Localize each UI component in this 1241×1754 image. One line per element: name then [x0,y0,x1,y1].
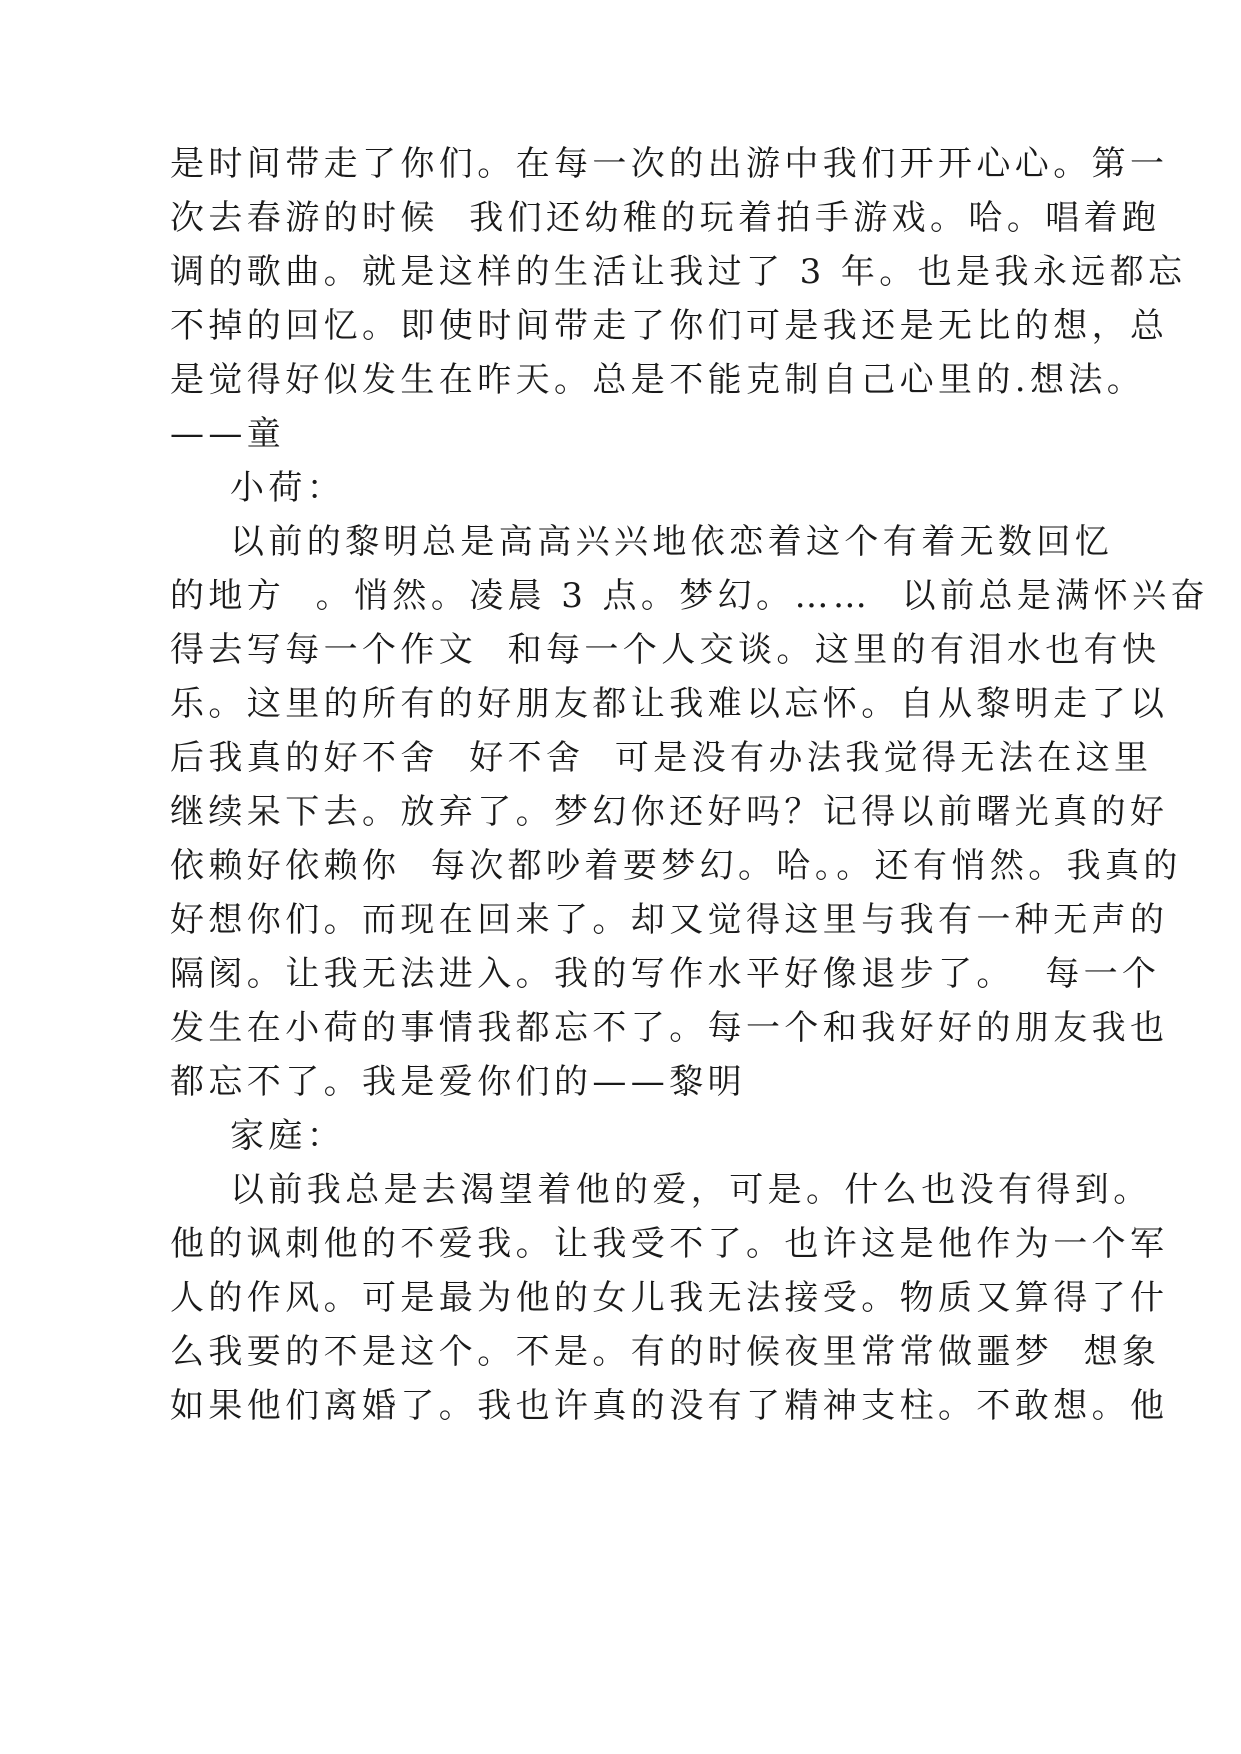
text-line-15: 好想你们。而现在回来了。却又觉得这里与我有一种无声的 [170,900,1169,940]
text-line-20: 以前我总是去渴望着他的爱，可是。什么也没有得到。 [230,1170,1152,1210]
text-line-4: 不掉的回忆。即使时间带走了你们可是我还是无比的想，总 [170,306,1169,346]
text-line-14: 依赖好依赖你 每次都吵着要梦幻。哈。。还有悄然。我真的 [170,846,1182,886]
text-line-1: 是时间带走了你们。在每一次的出游中我们开开心心。第一 [170,144,1169,184]
text-line-5: 是觉得好似发生在昨天。总是不能克制自己心里的.想法。 [170,360,1146,400]
text-line-11: 乐。这里的所有的好朋友都让我难以忘怀。自从黎明走了以 [170,684,1169,724]
text-line-16: 隔阂。让我无法进入。我的写作水平好像退步了。 每一个 [170,954,1161,994]
text-line-22: 人的作风。可是最为他的女儿我无法接受。物质又算得了什 [170,1278,1169,1318]
text-line-23: 么我要的不是这个。不是。有的时候夜里常常做噩梦 想象 [170,1332,1161,1372]
text-line-13: 继续呆下去。放弃了。梦幻你还好吗？记得以前曙光真的好 [170,792,1169,832]
text-line-9: 的地方 。悄然。凌晨 3 点。梦幻。…… 以前总是满怀兴奋 [170,576,1209,616]
text-line-24: 如果他们离婚了。我也许真的没有了精神支柱。不敢想。他 [170,1386,1169,1426]
section-heading-family: 家庭： [230,1116,346,1156]
text-line-12: 后我真的好不舍 好不舍 可是没有办法我觉得无法在这里 [170,738,1153,778]
section-heading-xiaohe: 小荷： [230,468,346,508]
text-line-3: 调的歌曲。就是这样的生活让我过了 3 年。也是我永远都忘 [170,252,1187,292]
signature-tong: ——童 [170,414,286,454]
text-line-2: 次去春游的时候 我们还幼稚的玩着拍手游戏。哈。唱着跑 [170,198,1161,238]
text-line-17: 发生在小荷的事情我都忘不了。每一个和我好好的朋友我也 [170,1008,1169,1048]
text-line-10: 得去写每一个作文 和每一个人交谈。这里的有泪水也有快 [170,630,1161,670]
text-line-21: 他的讽刺他的不爱我。让我受不了。也许这是他作为一个军 [170,1224,1169,1264]
text-line-8: 以前的黎明总是高高兴兴地依恋着这个有着无数回忆 [230,522,1114,562]
text-line-18: 都忘不了。我是爱你们的——黎明 [170,1062,746,1102]
